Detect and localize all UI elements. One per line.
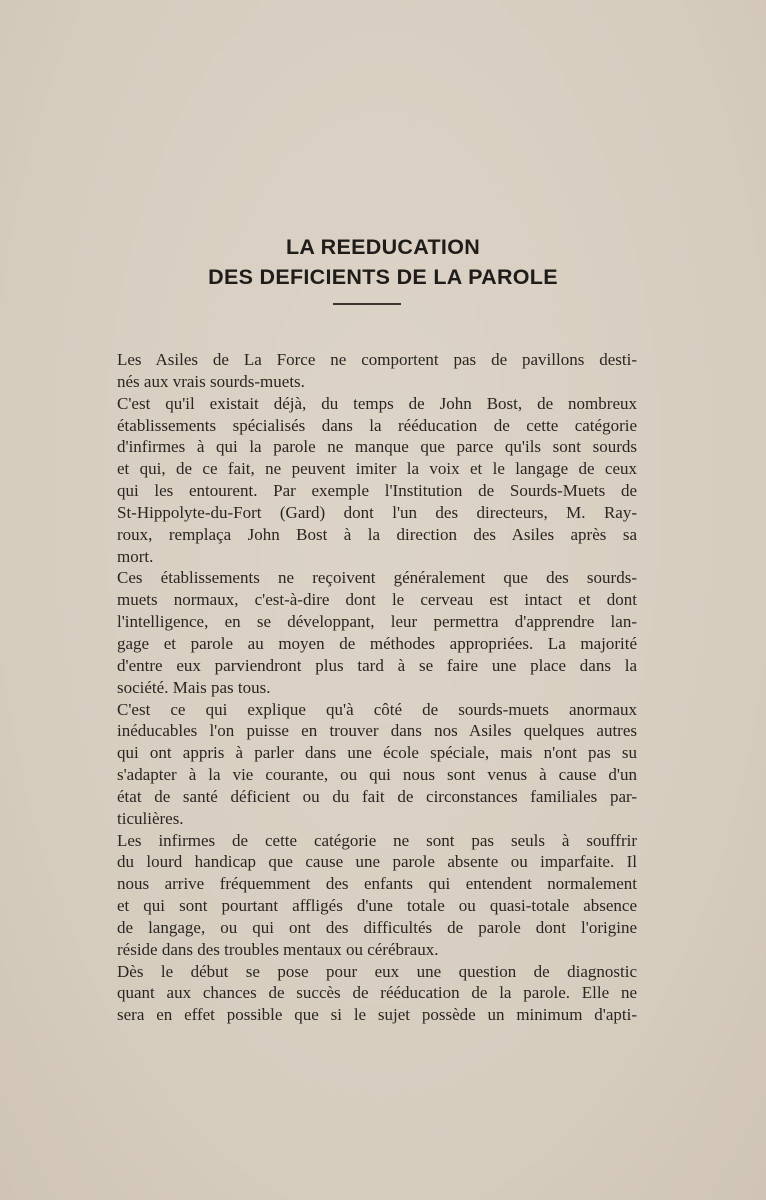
body-line: inéducables l'on puisse en trouver dans nos Asiles quelques autres — [117, 721, 637, 741]
body-line: d'infirmes à qui la parole ne manque que parce qu'ils sont sourds — [117, 437, 637, 457]
body-line: nés aux vrais sourds-muets. — [117, 371, 305, 391]
body-line: état de santé déficient ou du fait de circonstances familiales par- — [117, 786, 637, 806]
body-line: et qui, de ce fait, ne peuvent imiter la voix et le langage de ceux — [117, 459, 637, 479]
body-line: C'est ce qui explique qu'à côté de sourds-muets anormaux — [117, 699, 637, 719]
body-line: nous arrive fréquemment des enfants qui entendent normalement — [117, 874, 637, 894]
body-line: St-Hippolyte-du-Fort (Gard) dont l'un des directeurs, M. Ray- — [117, 502, 637, 522]
body-line: société. Mais pas tous. — [117, 677, 271, 697]
body-line: réside dans des troubles mentaux ou cérébraux. — [117, 939, 439, 959]
title-divider — [333, 303, 401, 305]
body-line: gage et parole au moyen de méthodes appropriées. La majorité — [117, 633, 637, 653]
body-line: ticulières. — [117, 808, 184, 828]
body-line: Ces établissements ne reçoivent généralement que des sourds- — [117, 568, 637, 588]
body-line: l'intelligence, en se développant, leur permettra d'apprendre lan- — [117, 612, 637, 632]
body-line: de langage, ou qui ont des difficultés de parole dont l'origine — [117, 917, 637, 937]
body-line: quant aux chances de succès de rééducation de la parole. Elle ne — [117, 983, 637, 1003]
body-line: d'entre eux parviendront plus tard à se faire une place dans la — [117, 655, 637, 675]
body-line: roux, remplaça John Bost à la direction des Asiles après sa — [117, 524, 637, 544]
article-title — [0, 232, 766, 292]
body-line: muets normaux, c'est-à-dire dont le cerveau est intact et dont — [117, 590, 637, 610]
body-line: du lourd handicap que cause une parole absente ou imparfaite. Il — [117, 852, 637, 872]
body-text — [117, 349, 637, 1026]
body-line: sera en effet possible que si le sujet possède un minimum d'apti- — [117, 1005, 637, 1025]
body-line: qui les entourent. Par exemple l'Institution de Sourds-Muets de — [117, 481, 637, 501]
body-line: Les Asiles de La Force ne comportent pas de pavillons desti- — [117, 350, 637, 369]
body-line: qui ont appris à parler dans une école spéciale, mais n'ont pas su — [117, 743, 637, 763]
body-line: s'adapter à la vie courante, ou qui nous sont venus à cause d'un — [117, 765, 637, 785]
body-line: mort. — [117, 546, 154, 566]
body-line: Dès le début se pose pour eux une question de diagnostic — [117, 961, 637, 981]
body-line: et qui sont pourtant affligés d'une totale ou quasi-totale absence — [117, 896, 637, 916]
body-line: Les infirmes de cette catégorie ne sont pas seuls à souffrir — [117, 830, 637, 850]
title-line-2: DES DEFICIENTS DE LA PAROLE — [208, 265, 558, 289]
title-line-1: LA REEDUCATION — [285, 235, 481, 259]
body-line: établissements spécialisés dans la rééducation de cette catégorie — [117, 415, 637, 435]
body-line: C'est qu'il existait déjà, du temps de John Bost, de nombreux — [117, 393, 637, 413]
